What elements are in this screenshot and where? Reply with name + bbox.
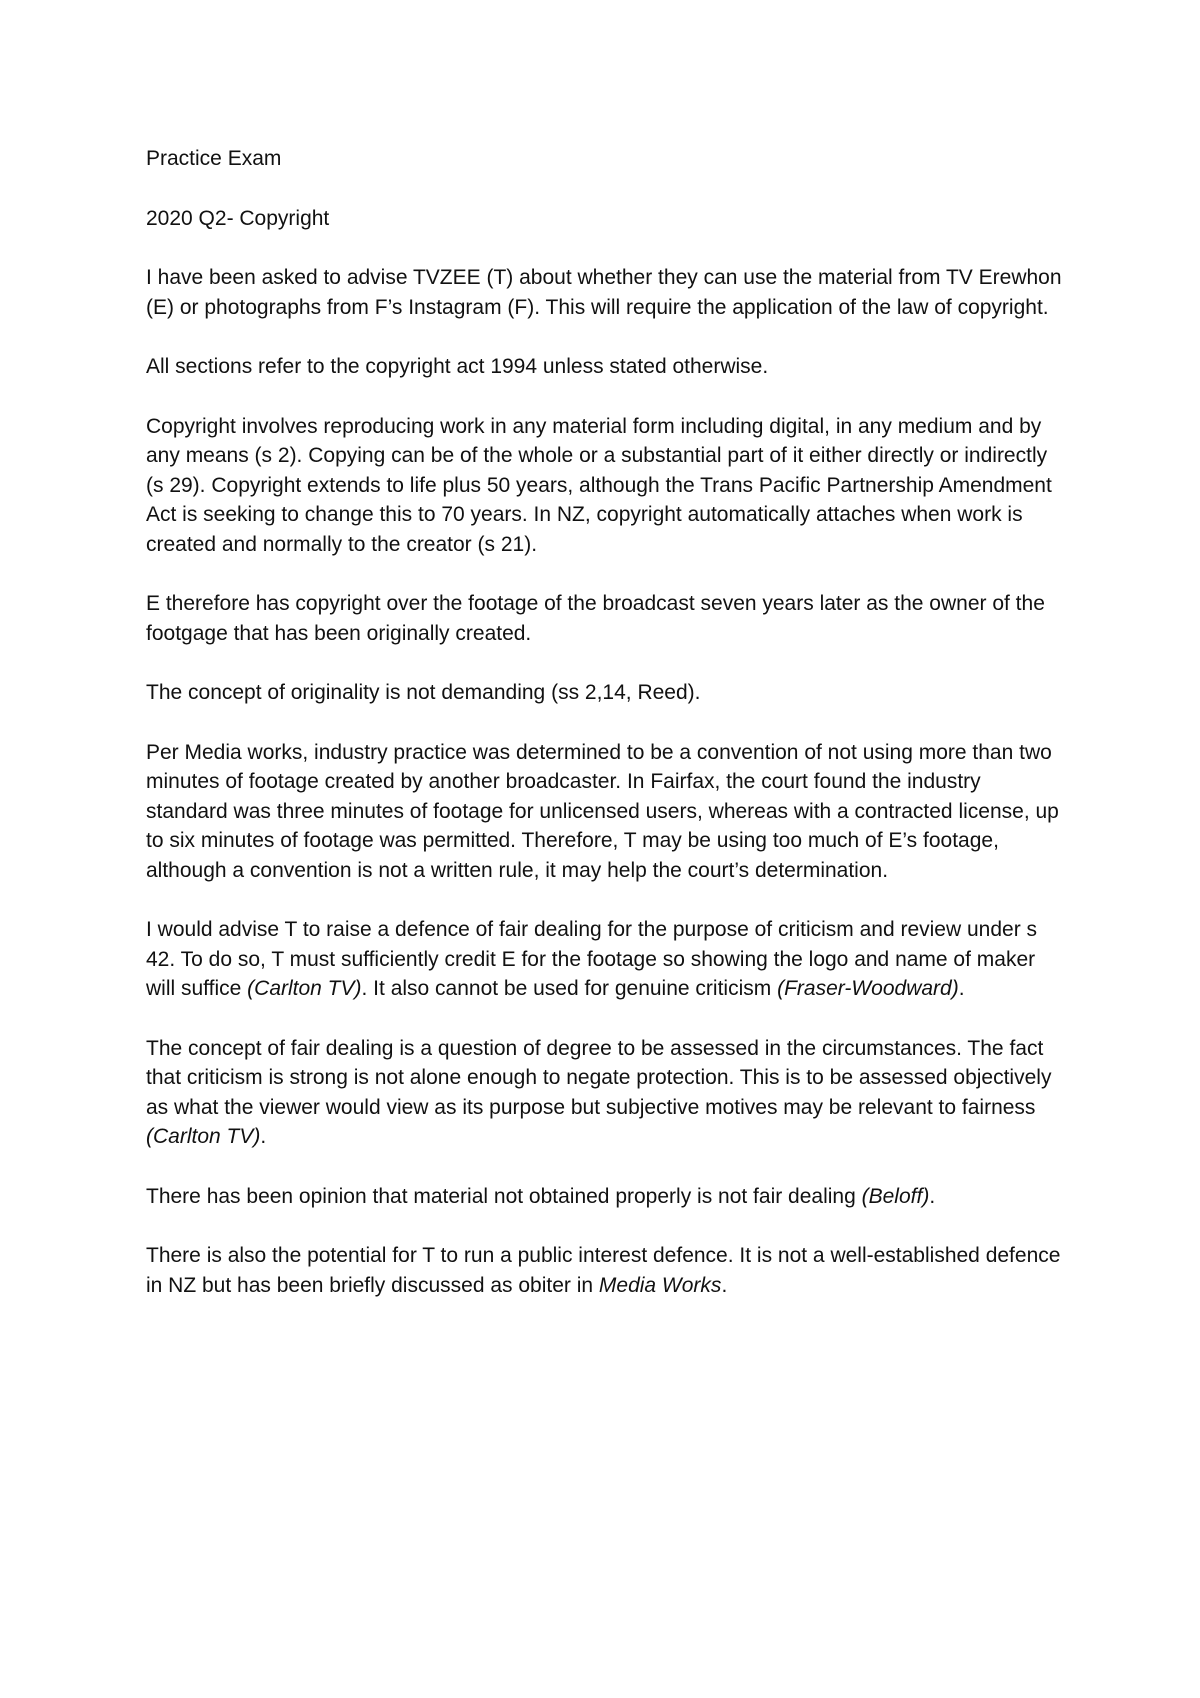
- paragraph-text: I would advise T to raise a defence of fair dealing for the purpose of criticism and review under s 42. To do so, T must sufficiently credit E for the footage so showing the logo and name of maker will suffice: [146, 918, 1038, 1000]
- paragraph-text: The concept of fair dealing is a question of degree to be assessed in the circumstances. The fact that criticism is strong is not alone enough to negate protection. This is to be assessed objectively as what the viewer would view as its purpose but subjective motives may be relevant to fairness: [146, 1036, 1052, 1119]
- body-paragraph: [146, 738, 1066, 886]
- body-paragraph: [146, 678, 1066, 708]
- paragraph-text: There has been opinion that material not obtained properly is not fair dealing: [146, 1184, 862, 1208]
- paragraph-text: Copyright involves reproducing work in any material form including digital, in any medium and by any means (s 2). Copying can be of the whole or a substantial part of it either directly or indirectly (s 29). Copyright extends to life plus 50 years, although the Trans Pacific Partnership Amendment Act is seeking to change this to 70 years. In NZ, copyright automatically attaches when work is created and normally to the creator (s 21).: [146, 414, 1052, 556]
- paragraph-text: .: [260, 1125, 267, 1148]
- paragraph-text: . It also cannot be used for genuine criticism: [361, 977, 778, 1000]
- question-heading: 2020 Q2- Copyright: [146, 206, 330, 230]
- case-citation: (Beloff): [861, 1184, 930, 1208]
- document-body: [146, 144, 1066, 1330]
- paragraph-text: The concept of originality is not demanding (ss 2,14, Reed).: [146, 681, 701, 704]
- body-paragraph: [146, 412, 1066, 560]
- paragraph-text: All sections refer to the copyright act 1994 unless stated otherwise.: [146, 355, 769, 378]
- paragraph-text: There is also the potential for T to run a public interest defence. It is not a well-established defence in NZ but has been briefly discussed as obiter in: [146, 1244, 1061, 1297]
- paragraph-text: I have been asked to advise TVZEE (T) about whether they can use the material from TV Erewhon (E) or photographs from F’s Instagram (F). This will require the application of the law of copyright.: [146, 266, 1062, 319]
- document-title: Practice Exam: [146, 147, 282, 170]
- body-paragraph: [146, 1034, 1066, 1152]
- body-paragraph: [146, 263, 1066, 322]
- body-paragraph: [146, 352, 1066, 382]
- body-paragraph: [146, 1241, 1066, 1300]
- case-citation: Media Works: [598, 1273, 722, 1297]
- body-paragraph: [146, 1182, 1066, 1212]
- case-citation: (Fraser-Woodward): [777, 977, 959, 1000]
- body-paragraph: [146, 589, 1066, 648]
- paragraph-text: E therefore has copyright over the footage of the broadcast seven years later as the owner of the footgage that has been originally created.: [146, 592, 1045, 645]
- paragraph-text: .: [929, 1184, 936, 1208]
- paragraph-text: .: [958, 977, 965, 1000]
- paragraph-text: Per Media works, industry practice was determined to be a convention of not using more than two minutes of footage created by another broadcaster. In Fairfax, the court found the industry standard was three minutes of footage for unlicensed users, whereas with a contracted license, up to six minutes of footage was permitted. Therefore, T may be using too much of E’s footage, although a convention is not a written rule, it may help the court’s determination.: [146, 740, 1059, 882]
- paragraph-list: [146, 263, 1066, 1300]
- case-citation: (Carlton TV): [247, 977, 362, 1000]
- body-paragraph: [146, 915, 1066, 1004]
- paragraph-text: .: [721, 1273, 728, 1297]
- case-citation: (Carlton TV): [146, 1125, 261, 1148]
